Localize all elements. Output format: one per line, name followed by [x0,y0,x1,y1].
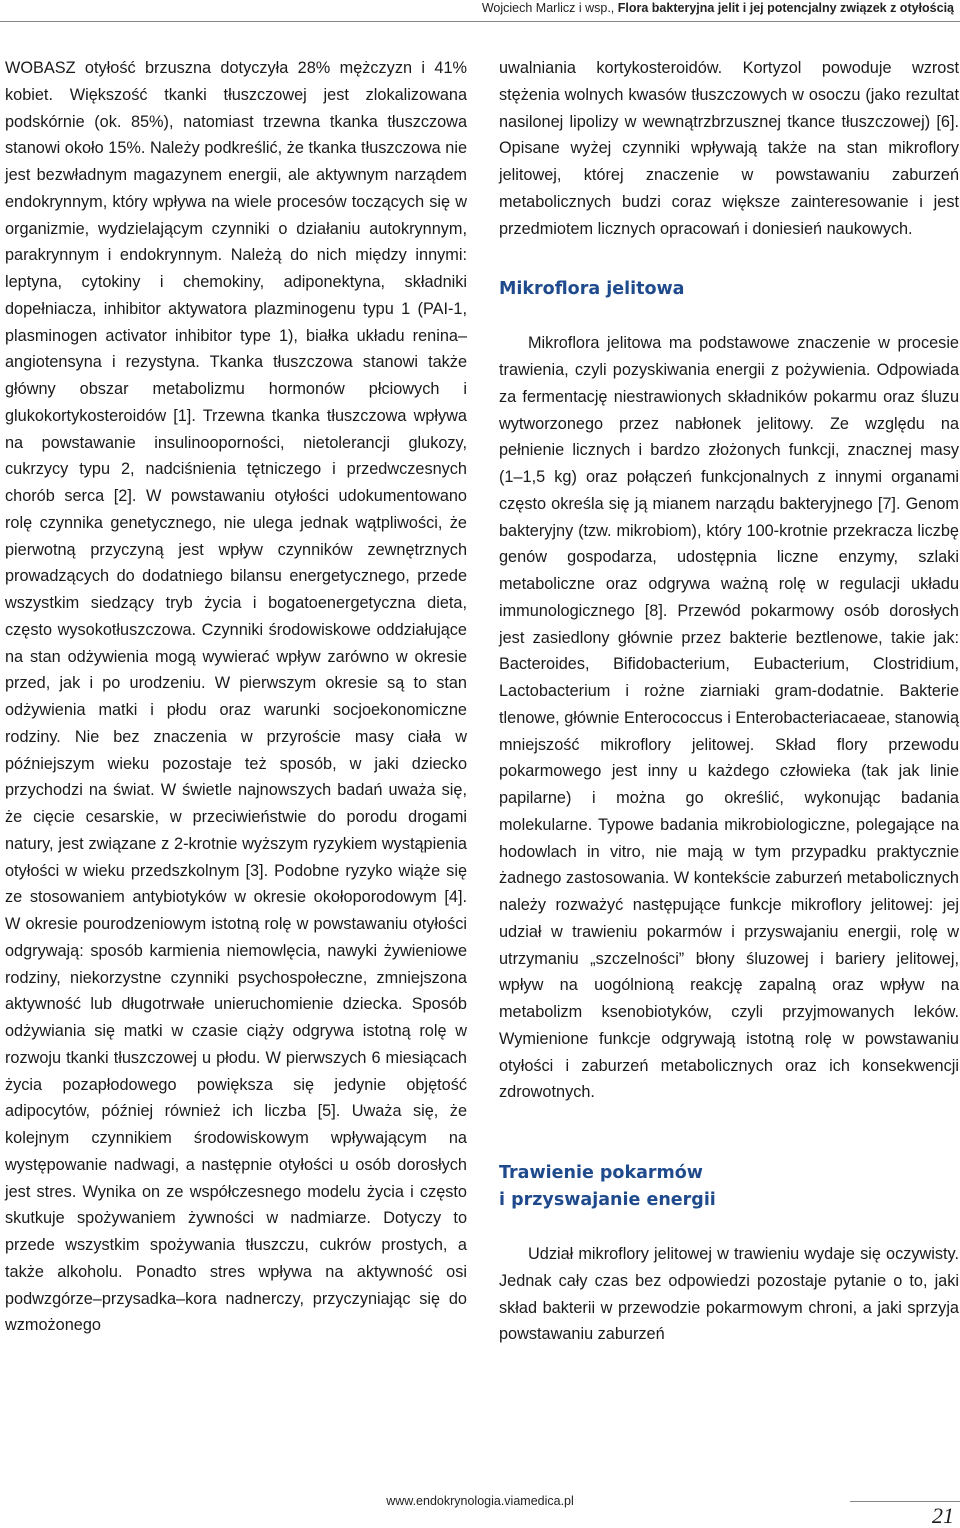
footer-rule [850,1501,960,1502]
running-head-title: Flora bakteryjna jelit i jej potencjalny związek z otyłością [617,1,954,15]
footer-url: www.endokrynologia.viamedica.pl [386,1494,574,1508]
right-paragraph-1: uwalniania kortykosteroidów. Kortyzol powoduje wzrost stężenia wolnych kwasów tłuszczowych w osoczu (jako rezultat nasilonej lipolizy w wewnątrzbrzusznej tkance tłuszczowej) [6]. Opisane wyżej czynniki wpływają także na stan mikroflory jelitowej, której znaczenie w powstawaniu zaburzeń metabolicznych budzi coraz większe zainteresowanie i jest przedmiotem licznych opracowań i doniesień naukowych. [499,59,959,238]
left-column [5,55,467,1339]
left-paragraph-1: WOBASZ otyłość brzuszna dotyczyła 28% mężczyzn i 41% kobiet. Większość tkanki tłuszczowej jest zlokalizowana podskórnie (ok. 85%), natomiast trzewna tkanka tłuszczowa stanowi około 15%. Należy podkreślić, że tkanka tłuszczowa nie jest bezwładnym magazynem energii, ale aktywnym narządem endokrynnym, który wpływa na wiele procesów toczących się w organizmie, wydzielającym czynniki o działaniu autokrynnym, parakrynnym i endokrynnym. Należą do nich między innymi: leptyna, cytokiny i chemokiny, adiponektyna, składniki dopełniacza, inhibitor aktywatora plazminogenu typu 1 (PAI-1, plasminogen activator inhibitor type 1), białka układu renina–angiotensyna i rezystyna. Tkanka tłuszczowa stanowi także główny obszar metabolizmu hormonów płciowych i glukokortykosteroidów [1]. Trzewna tkanka tłuszczowa wpływa na powstawanie insulinooporności, nietolerancji glukozy, cukrzycy typu 2, nadciśnienia tętniczego i przedwczesnych chorób serca [2]. W powstawaniu otyłości udokumentowano rolę czynnika genetycznego, nie ulega jednak wątpliwości, że pierwotną przyczyną jest wpływ czynników zewnętrznych prowadzących do dodatniego bilansu energetycznego, przede wszystkim siedzący tryb życia i bogatoenergetyczna dieta, często wysokotłuszczowa. Czynniki środowiskowe oddziałujące na stan odżywienia mogą wywierać wpływ zarówno w okresie przed, jak i po urodzeniu. W pierwszym okresie są to stan odżywienia matki i płodu oraz warunki socjoekonomiczne rodziny. Nie bez znaczenia w przyroście masy ciała w późniejszym wieku pozostaje też sposób, w jaki dziecko przychodzi na świat. W świetle najnowszych badań uważa się, że cięcie cesarskie, w przeciwieństwie do porodu drogami natury, jest związane z 2-krotnie wyższym ryzykiem wystąpienia otyłości w wieku przedszkolnym [3]. Podobne ryzyko wiąże się ze stosowaniem antybiotyków w okresie okołoporodowym [4]. W okresie pourodzeniowym istotną rolę w powstawaniu otyłości odgrywają: sposób karmienia niemowlęcia, nawyki żywieniowe rodziny, niekorzystne czynniki psychospołeczne, zmniejszona aktywność lub długotrwałe unieruchomienie dziecka. Sposób odżywiania się matki w czasie ciąży odgrywa istotną rolę w rozwoju tkanki tłuszczowej u płodu. W pierwszych 6 miesiącach życia pozapłodowego powiększa się jedynie objętość adipocytów, później również ich liczba [5]. Uważa się, że kolejnym czynnikiem środowiskowym wpływającym na występowanie nadwagi, a następnie otyłości u osób dorosłych jest stres. Wynika on ze współczesnego modelu życia i często skutkuje spożywaniem żywności w nadmiarze. Dotyczy to przede wszystkim spożywania tłuszczu, cukrów prostych, a także alkoholu. Ponadto stres wpływa na aktywność osi podwzgórze–przysadka–kora nadnerczy, przyczyniając się do wzmożonego [5,59,467,1335]
section-heading-trawienie-line-2: i przyswajanie energii [499,1190,716,1210]
header-rule [0,21,960,22]
section-2-paragraph: Udział mikroflory jelitowej w trawieniu wydaje się oczywisty. Jednak cały czas bez odpowiedzi pozostaje pytanie o to, jaki skład bakterii w przewodzie pokarmowym chroni, a jaki sprzyja powstawaniu zaburzeń [499,1245,959,1344]
section-heading-trawienie [499,1160,959,1214]
section-heading-mikroflora: Mikroflora jelitowa [499,279,685,300]
running-head-authors: Wojciech Marlicz i wsp., [481,1,615,15]
section-1-paragraph: Mikroflora jelitowa ma podstawowe znaczenie w procesie trawienia, czyli pozyskiwania energii z pożywienia. Odpowiada za fermentację niestrawionych składników pokarmu oraz śluzu wytworzonego przez nabłonek jelitowy. Ze względu na pełnienie licznych i bardzo złożonych funkcji, znacznej masy (1–1,5 kg) oraz połączeń funkcjonalnych z innymi organami często określa się ją mianem narządu bakteryjnego [7]. Genom bakteryjny (tzw. mikrobiom), który 100-krotnie przekracza liczbę genów gospodarza, udostępnia liczne enzymy, szlaki metaboliczne oraz odgrywa ważną rolę w regulacji układu immunologicznego [8]. Przewód pokarmowy osób dorosłych jest zasiedlony głównie przez bakterie beztlenowe, takie jak: Bacteroides, Bifidobacterium, Eubacterium, Clostridium, Lactobacterium i rożne ziarniaki gram-dodatnie. Bakterie tlenowe, głównie Enterococcus i Enterobacteriacaeae, stanowią mniejszość mikroflory jelitowej. Skład flory przewodu pokarmowego jest inny u każdego człowieka (tak jak linie papilarne) i można go określić, wykonując badania molekularne. Typowe badania mikrobiologiczne, polegające na hodowlach in vitro, nie mają w tym przypadku praktycznie żadnego zastosowania. W kontekście zaburzeń metabolicznych należy rozważyć następujące funkcje mikroflory jelitowej: jej udział w trawieniu pokarmów i przyswajaniu energii, rolę w utrzymaniu „szczelności” błony śluzowej i bariery jelitowej, wpływ na uogólnioną reakcję zapalną oraz wpływ na metabolizm ksenobiotyków, czyli przyjmowanych leków. Wymienione funkcje odgrywają istotną rolę w powstawaniu otyłości i zaburzeń metabolicznych oraz ich konsekwencji zdrowotnych. [499,334,959,1102]
right-column [499,55,959,1348]
running-head [300,0,954,16]
page-number: 21 [932,1503,954,1528]
section-heading-trawienie-line-1: Trawienie pokarmów [499,1163,703,1183]
